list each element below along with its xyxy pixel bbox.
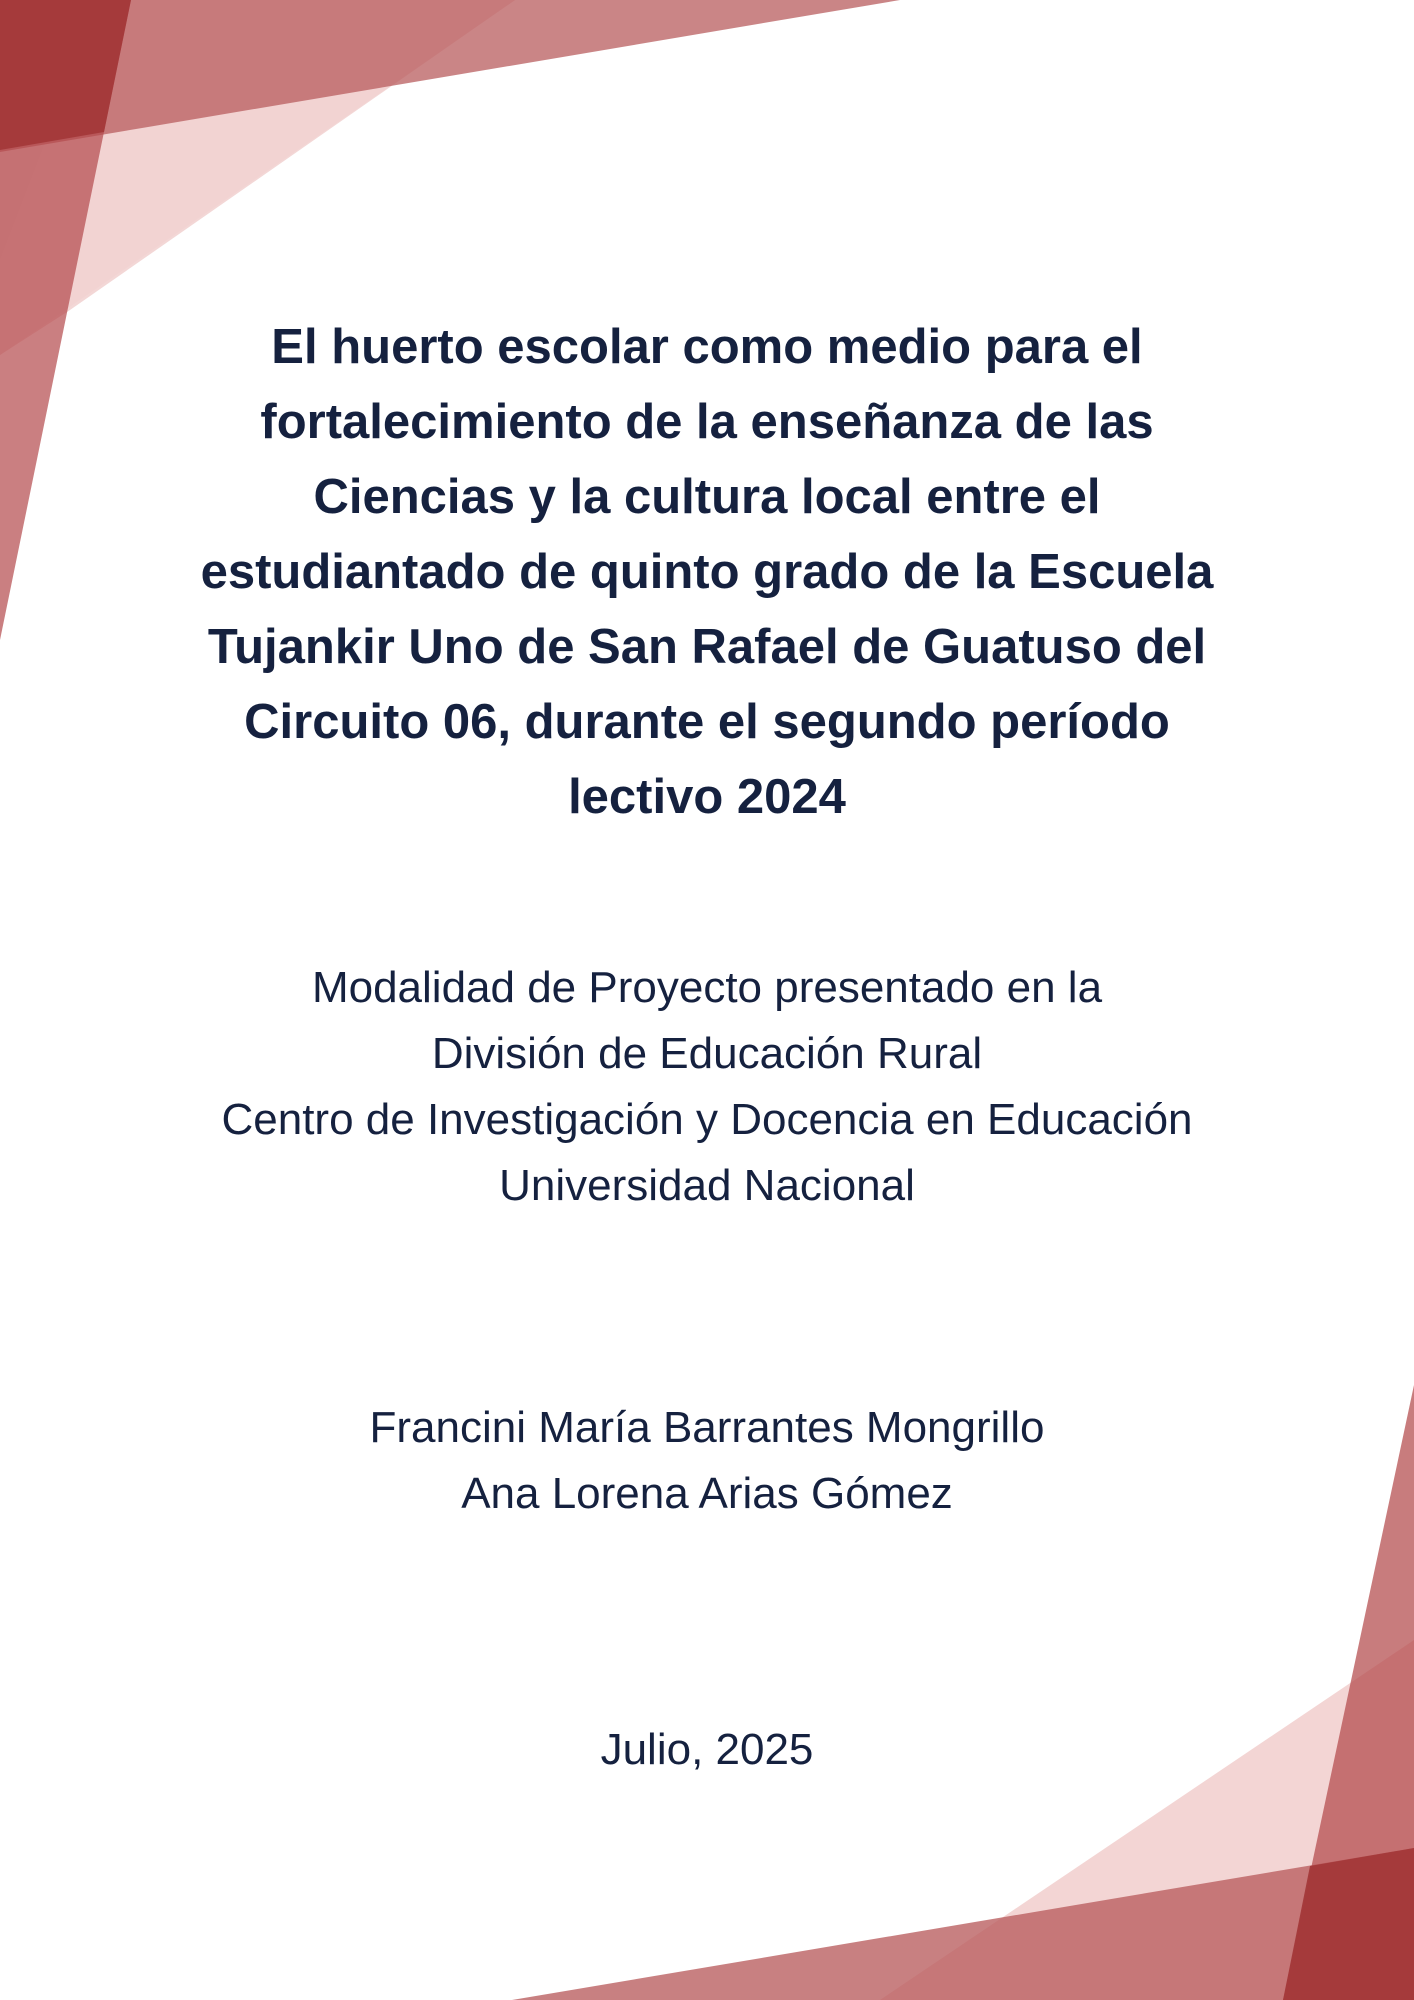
presentation-line: División de Educación Rural <box>431 1029 983 1078</box>
presentation-line: Universidad Nacional <box>499 1161 915 1210</box>
author-name: Ana Lorena Arias Gómez <box>461 1469 953 1518</box>
corner-shape-bottom-right-band <box>512 1848 1414 2000</box>
document-title: El huerto escolar como medio para el fortalecimiento de la enseñanza de las Ciencias y la cultura local entre el estudiantado de quinto grado de la Escuela Tujankir Uno de San Rafael de Guatuso del Circuito 06, durante el segundo período lectivo 2024 <box>200 320 1214 824</box>
author-name: Francini María Barrantes Mongrillo <box>369 1403 1045 1452</box>
authors-block <box>120 1395 1294 1527</box>
presentation-line: Modalidad de Proyecto presentado en la <box>311 963 1103 1012</box>
presentation-line: Centro de Investigación y Docencia en Educación <box>221 1095 1193 1144</box>
corner-shape-top-left-band <box>0 0 900 152</box>
presentation-block <box>120 955 1294 1219</box>
document-date: Julio, 2025 <box>600 1725 814 1774</box>
